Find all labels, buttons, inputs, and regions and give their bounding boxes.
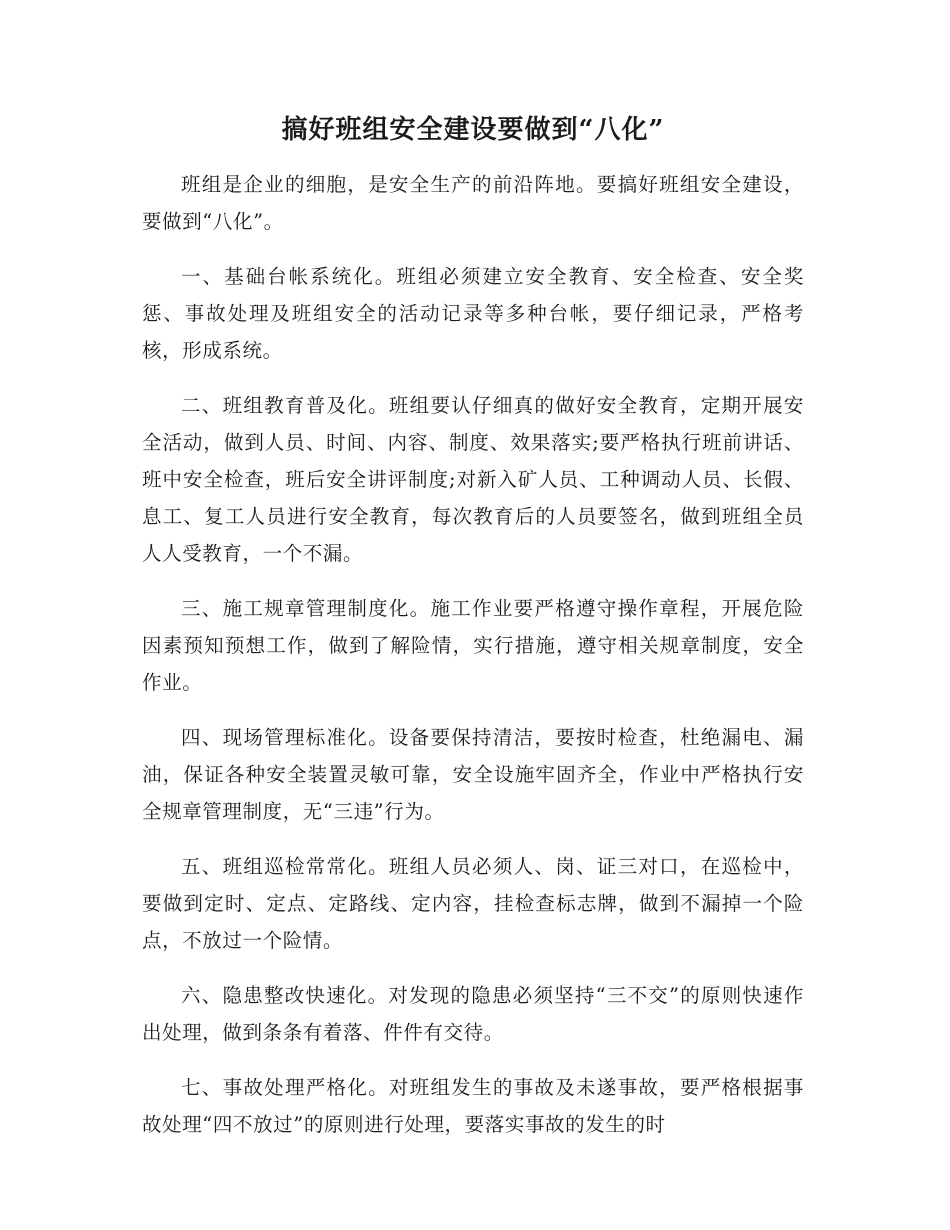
paragraph-6: 六、隐患整改快速化。对发现的隐患必须坚持“三不交”的原则快速作出处理，做到条条有着落、件件有交待。 <box>142 984 804 1044</box>
paragraph-1: 一、基础台帐系统化。班组必须建立安全教育、安全检查、安全奖惩、事故处理及班组安全的活动记录等多种台帐，要仔细记录，严格考核，形成系统。 <box>142 265 804 362</box>
paragraph-5: 五、班组巡检常常化。班组人员必须人、岗、证三对口，在巡检中，要做到定时、定点、定路线、定内容，挂检查标志牌，做到不漏掉一个险点，不放过一个险情。 <box>142 855 804 952</box>
paragraph-3: 三、施工规章管理制度化。施工作业要严格遵守操作章程，开展危险因素预知预想工作，做到了解险情，实行措施，遵守相关规章制度，安全作业。 <box>142 597 804 694</box>
paragraph-4: 四、现场管理标准化。设备要保持清洁，要按时检查，杜绝漏电、漏油，保证各种安全装置灵敏可靠，安全设施牢固齐全，作业中严格执行安全规章管理制度，无“三违”行为。 <box>142 726 804 823</box>
paragraph-intro: 班组是企业的细胞，是安全生产的前沿阵地。要搞好班组安全建设，要做到“八化”。 <box>142 173 804 233</box>
document-page <box>142 108 804 1161</box>
paragraph-7: 七、事故处理严格化。对班组发生的事故及未遂事故，要严格根据事故处理“四不放过”的原则进行处理，要落实事故的发生的时 <box>142 1076 804 1136</box>
document-title: 搞好班组安全建设要做到“八化” <box>281 115 665 145</box>
paragraph-2: 二、班组教育普及化。班组要认仔细真的做好安全教育，定期开展安全活动，做到人员、时间、内容、制度、效果落实;要严格执行班前讲话、班中安全检查，班后安全讲评制度;对新入矿人员、工种调动人员、长假、息工、复工人员进行安全教育，每次教育后的人员要签名，做到班组全员人人受教育，一个不漏。 <box>142 394 804 565</box>
